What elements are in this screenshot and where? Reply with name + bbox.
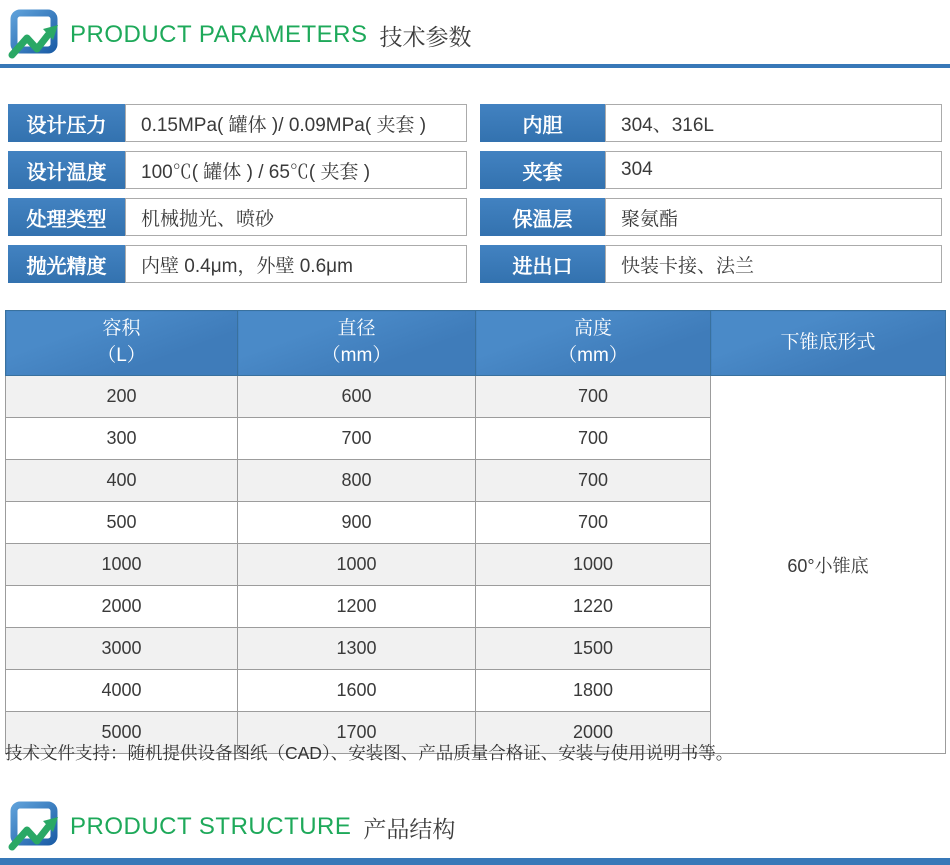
table-cell: 400 — [6, 460, 238, 502]
section-title-zh: 技术参数 — [379, 23, 472, 50]
brand-logo-icon — [8, 800, 60, 854]
section-header-structure — [8, 800, 455, 854]
table-cell: 900 — [238, 502, 476, 544]
column-header-height: 高度 （mm） — [476, 311, 711, 376]
param-row-inner-tank — [480, 104, 942, 142]
section-title-en: PRODUCT STRUCTURE — [70, 813, 352, 840]
table-cell: 700 — [476, 502, 711, 544]
table-cell: 1700 — [238, 712, 476, 754]
param-row-design-pressure — [8, 104, 467, 142]
param-row-polish-precision — [8, 245, 467, 283]
param-row-jacket — [480, 151, 942, 189]
param-value: 304 — [605, 151, 942, 189]
table-cell: 700 — [238, 418, 476, 460]
param-label: 进出口 — [480, 245, 605, 283]
table-cell: 1300 — [238, 628, 476, 670]
table-cell-cone-type: 60°小锥底 — [711, 376, 946, 754]
table-cell: 500 — [6, 502, 238, 544]
table-header-row — [6, 311, 946, 376]
table-cell: 200 — [6, 376, 238, 418]
table-cell: 1220 — [476, 586, 711, 628]
param-value: 聚氨酯 — [605, 198, 942, 236]
section-header-parameters — [8, 8, 471, 62]
table-cell: 1200 — [238, 586, 476, 628]
table-cell: 1000 — [476, 544, 711, 586]
param-label: 设计温度 — [8, 151, 125, 189]
param-value: 机械抛光、喷砂 — [125, 198, 467, 236]
param-label: 夹套 — [480, 151, 605, 189]
section-divider-bar — [0, 858, 950, 865]
column-header-volume: 容积 （L） — [6, 311, 238, 376]
column-header-diameter: 直径 （mm） — [238, 311, 476, 376]
table-cell: 700 — [476, 376, 711, 418]
brand-logo-icon — [8, 8, 60, 62]
table-row — [6, 376, 946, 418]
table-cell: 600 — [238, 376, 476, 418]
section-title-en: PRODUCT PARAMETERS — [70, 21, 368, 48]
table-cell: 1600 — [238, 670, 476, 712]
table-cell: 5000 — [6, 712, 238, 754]
tech-docs-note: 技术文件支持：随机提供设备图纸（CAD）、安装图、产品质量合格证、安装与使用说明书等。 — [5, 743, 734, 763]
table-cell: 1000 — [238, 544, 476, 586]
table-cell: 1000 — [6, 544, 238, 586]
spec-table-body — [6, 376, 946, 754]
section-title-zh: 产品结构 — [363, 815, 456, 842]
param-value: 100℃( 罐体 ) / 65℃( 夹套 ) — [125, 151, 467, 189]
param-label: 内胆 — [480, 104, 605, 142]
param-value: 0.15MPa( 罐体 )/ 0.09MPa( 夹套 ) — [125, 104, 467, 142]
table-cell: 700 — [476, 460, 711, 502]
table-cell: 2000 — [476, 712, 711, 754]
table-cell: 1800 — [476, 670, 711, 712]
table-cell: 4000 — [6, 670, 238, 712]
spec-table — [5, 310, 946, 754]
table-cell: 700 — [476, 418, 711, 460]
param-value: 内壁 0.4μm，外壁 0.6μm — [125, 245, 467, 283]
param-label: 设计压力 — [8, 104, 125, 142]
param-label: 处理类型 — [8, 198, 125, 236]
param-row-inlet-outlet — [480, 245, 942, 283]
table-cell: 2000 — [6, 586, 238, 628]
param-label: 抛光精度 — [8, 245, 125, 283]
table-cell: 1500 — [476, 628, 711, 670]
param-row-treatment-type — [8, 198, 467, 236]
header-divider-rule — [0, 64, 950, 68]
table-cell: 3000 — [6, 628, 238, 670]
table-cell: 800 — [238, 460, 476, 502]
column-header-cone-type: 下锥底形式 — [711, 311, 946, 376]
table-cell: 300 — [6, 418, 238, 460]
param-row-insulation-layer — [480, 198, 942, 236]
param-value: 快装卡接、法兰 — [605, 245, 942, 283]
param-label: 保温层 — [480, 198, 605, 236]
param-row-design-temperature — [8, 151, 467, 189]
param-value: 304、316L — [605, 104, 942, 142]
